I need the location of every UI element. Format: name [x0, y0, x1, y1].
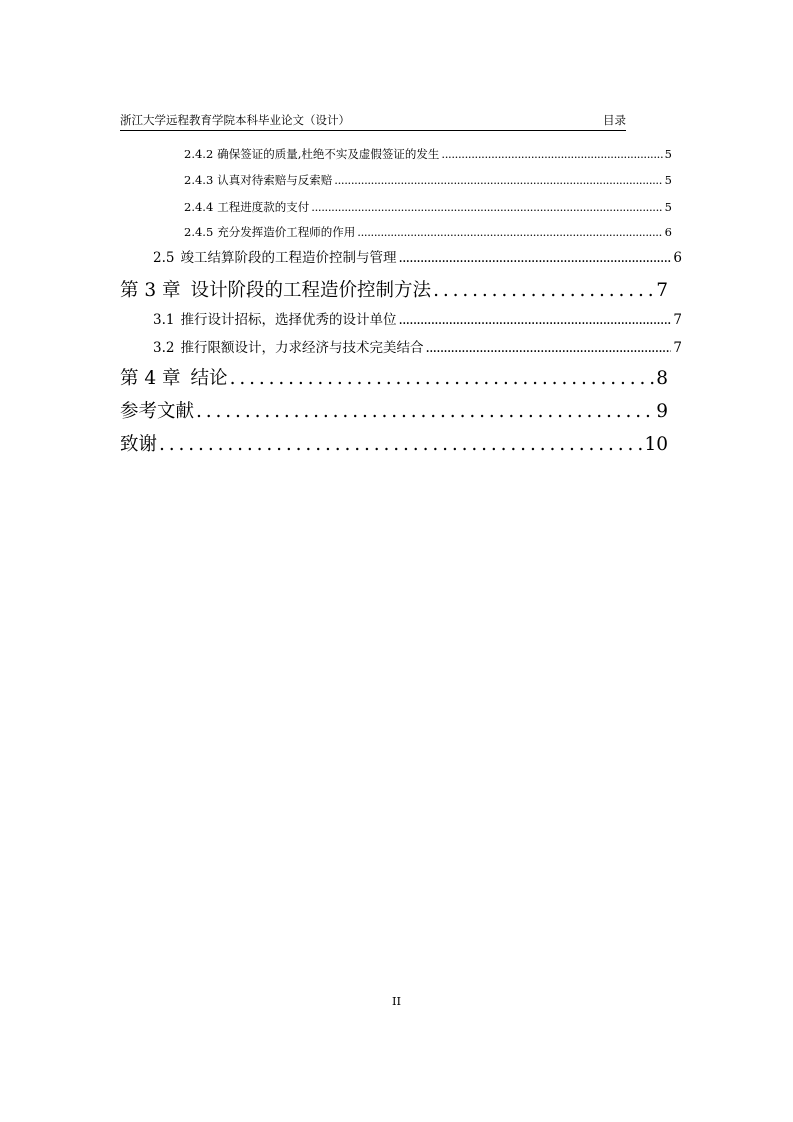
toc-entry-page: 5 [664, 173, 672, 187]
toc-entry-number: 2.4.5 [184, 225, 214, 239]
toc-entry-title: 结论 [190, 368, 228, 389]
header-thesis-title: 浙江大学远程教育学院本科毕业论文（设计） [120, 113, 350, 127]
page-number: II [391, 994, 402, 1008]
toc-entry-page: 8 [656, 368, 668, 389]
running-header [120, 112, 626, 131]
toc-entry-number: 2.4.3 [184, 173, 214, 187]
toc-entry-title: 设计阶段的工程造价控制方法 [190, 280, 432, 301]
toc-entry-page: 6 [664, 225, 672, 239]
toc-entry[interactable] [184, 199, 672, 215]
toc-entry-page: 5 [664, 200, 672, 214]
toc-entry-number: 第 3 章 [120, 280, 181, 301]
toc-entry-title: 推行限额设计，力求经济与技术完美结合 [180, 340, 424, 356]
toc-dot-leader [425, 339, 671, 357]
toc-entry[interactable] [184, 172, 672, 188]
toc-entry[interactable] [153, 249, 682, 267]
toc-dot-leader [334, 172, 662, 188]
toc-dot-leader [311, 199, 662, 215]
toc-entry-title: 确保签证的质量,杜绝不实及虚假签证的发生 [217, 147, 440, 161]
toc-entry-title: 工程进度款的支付 [217, 200, 310, 214]
toc-entry-page: 10 [644, 434, 668, 455]
toc-entry-page: 7 [673, 312, 682, 328]
toc-dot-leader [357, 224, 662, 240]
toc-dot-leader [159, 433, 642, 457]
toc-entry-title: 推行设计招标，选择优秀的设计单位 [180, 312, 397, 328]
toc-entry[interactable] [184, 224, 672, 240]
toc-entry[interactable] [120, 400, 668, 424]
toc-dot-leader [398, 311, 671, 329]
toc-dot-leader [196, 400, 654, 424]
toc-dot-leader [441, 146, 662, 162]
toc-dot-leader [230, 367, 655, 391]
toc-entry[interactable] [153, 311, 682, 329]
toc-entry-number: 2.4.4 [184, 200, 214, 214]
toc-entry-page: 7 [673, 340, 682, 356]
toc-entry-title: 参考文献 [120, 401, 195, 422]
toc-dot-leader [398, 249, 671, 267]
toc-entry[interactable] [120, 367, 668, 391]
toc-entry-number: 第 4 章 [120, 368, 181, 389]
toc-entry-page: 9 [656, 401, 668, 422]
toc-entry-page: 5 [664, 147, 672, 161]
toc-entry-number: 3.1 [153, 312, 175, 328]
toc-entry[interactable] [120, 433, 668, 457]
toc-entry-title: 认真对待索赔与反索赔 [217, 173, 333, 187]
toc-entry-number: 2.4.2 [184, 147, 214, 161]
toc-entry-title: 竣工结算阶段的工程造价控制与管理 [180, 250, 397, 266]
toc-entry[interactable] [184, 146, 672, 162]
toc-entry-page: 7 [656, 280, 668, 301]
toc-entry[interactable] [153, 339, 682, 357]
toc-entry[interactable] [120, 279, 668, 303]
header-section-title: 目录 [603, 113, 626, 127]
toc-entry-title: 致谢 [120, 434, 158, 455]
toc-entry-page: 6 [673, 250, 682, 266]
toc-dot-leader [433, 279, 654, 303]
toc-entry-title: 充分发挥造价工程师的作用 [217, 225, 356, 239]
toc-entry-number: 2.5 [153, 250, 175, 266]
toc-entry-number: 3.2 [153, 340, 175, 356]
